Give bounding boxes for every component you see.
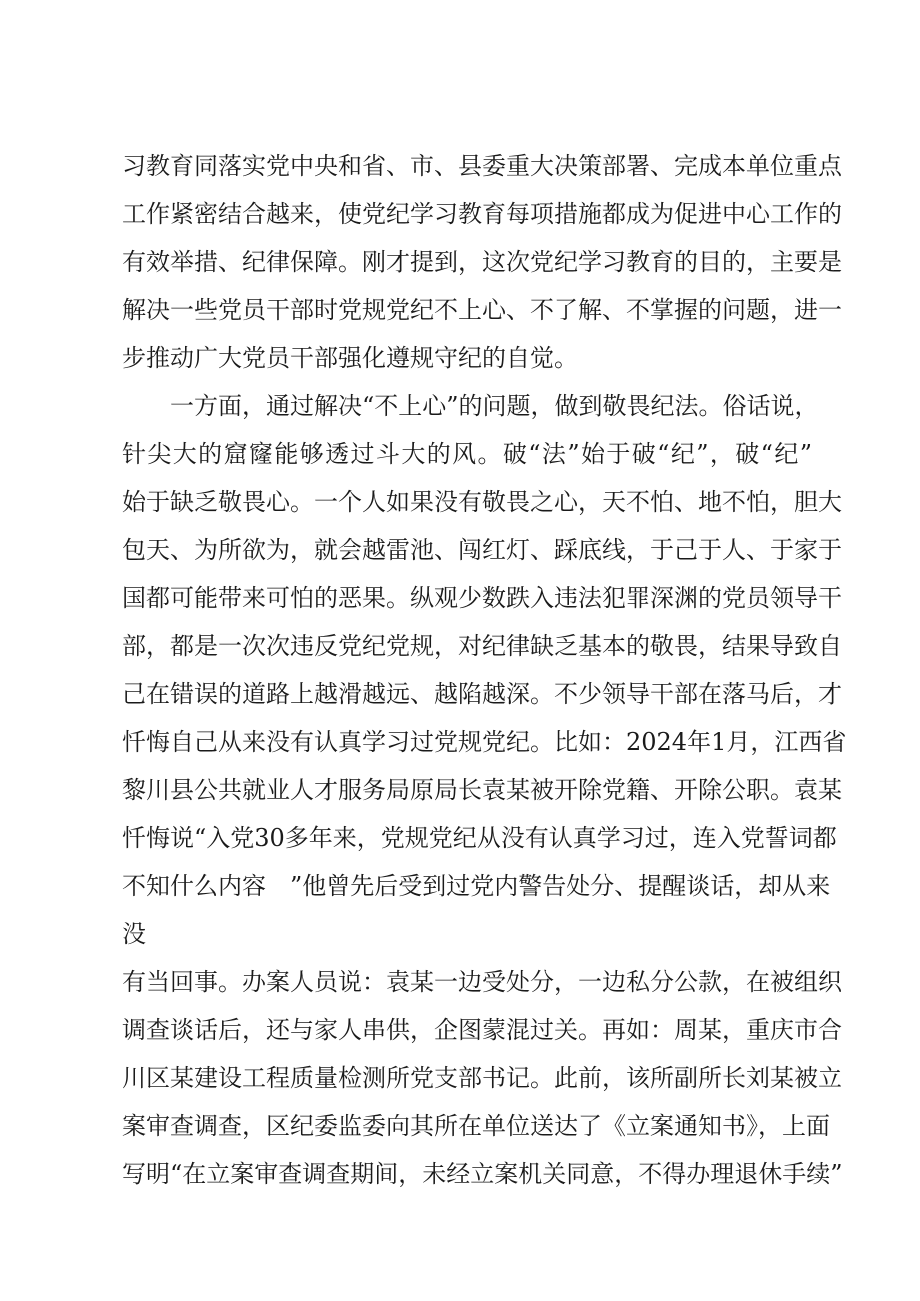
paragraph-line: 写明“在立案审查调查期间，未经立案机关同意，不得办理退休手续” bbox=[122, 1160, 843, 1188]
paragraph-line: 针尖大的窟窿能够透过斗大的风。破“法”始于破“纪”，破“纪” bbox=[122, 440, 812, 468]
paragraph-line: 解决一些党员干部时党规党纪不上心、不了解、不掌握的问题，进一 bbox=[122, 296, 842, 324]
paragraph-line: 习教育同落实党中央和省、市、县委重大决策部署、完成本单位重点 bbox=[122, 152, 842, 180]
paragraph-line: 案审查调查，区纪委监委向其所在单位送达了《立案通知书》，上面 bbox=[122, 1112, 830, 1140]
paragraph-line: 川区某建设工程质量检测所党支部书记。此前，该所副所长刘某被立 bbox=[122, 1064, 842, 1092]
paragraph-line: 有效举措、纪律保障。刚才提到，这次党纪学习教育的目的，主要是 bbox=[122, 248, 842, 276]
paragraph-line: 包天、为所欲为，就会越雷池、闯红灯、踩底线，于己于人、于家于 bbox=[122, 536, 842, 564]
paragraph-line: 国都可能带来可怕的恶果。纵观少数跌入违法犯罪深渊的党员领导干 bbox=[122, 584, 842, 612]
paragraph-line: 始于缺乏敬畏心。一个人如果没有敬畏之心，天不怕、地不怕，胆大 bbox=[122, 488, 842, 516]
paragraph-line: 黎川县公共就业人才服务局原局长袁某被开除党籍、开除公职。袁某 bbox=[122, 776, 842, 804]
paragraph-line: 部，都是一次次违反党纪党规，对纪律缺乏基本的敬畏，结果导致自 bbox=[122, 632, 842, 660]
paragraph-line: 调查谈话后，还与家人串供，企图蒙混过关。再如：周某，重庆市合 bbox=[122, 1016, 842, 1044]
paragraph-line: 不知什么内容 ”他曾先后受到过党内警告处分、提醒谈话，却从来 bbox=[122, 872, 831, 900]
paragraph-first-line: 一方面，通过解决“不上心”的问题，做到敬畏纪法。俗话说， bbox=[170, 392, 819, 420]
paragraph-line: 忏悔说“入党30多年来，党规党纪从没有认真学习过，连入党誓词都 bbox=[122, 824, 837, 852]
paragraph-line: 工作紧密结合越来，使党纪学习教育每项措施都成为促进中心工作的 bbox=[122, 200, 842, 228]
paragraph-line: 没 bbox=[122, 920, 146, 948]
paragraph-line: 忏悔自己从来没有认真学习过党规党纪。比如：2024年1月，江西省 bbox=[122, 728, 847, 756]
paragraph-line: 步推动广大党员干部强化遵规守纪的自觉。 bbox=[122, 344, 578, 372]
paragraph-line: 己在错误的道路上越滑越远、越陷越深。不少领导干部在落马后，才 bbox=[122, 680, 842, 708]
paragraph-line: 有当回事。办案人员说：袁某一边受处分，一边私分公款，在被组织 bbox=[122, 968, 842, 996]
